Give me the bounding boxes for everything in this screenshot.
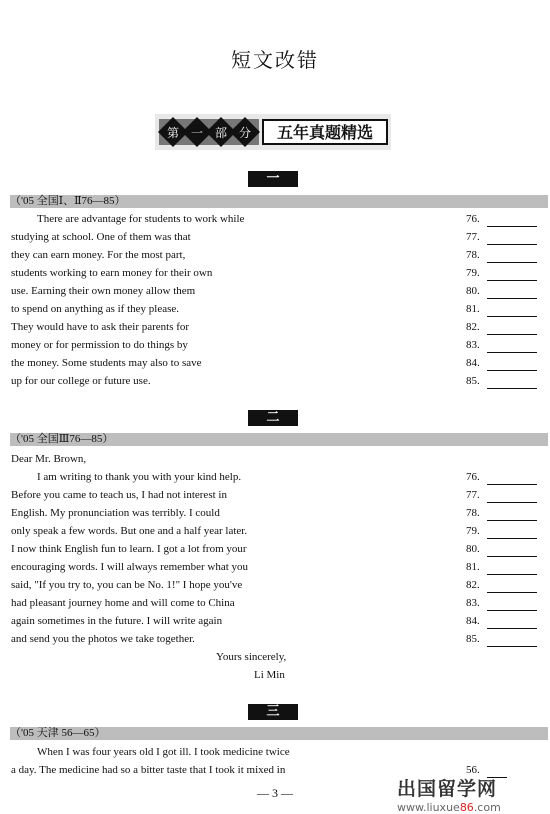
answer-blank[interactable] <box>487 376 537 389</box>
banner-diamond-2: 一 <box>190 126 204 140</box>
answer-number: 78. <box>466 507 480 519</box>
answer-number: 56. <box>466 764 480 776</box>
section-badge: 二 <box>248 410 298 426</box>
answer-number: 79. <box>466 267 480 279</box>
watermark-url-suffix: .com <box>473 801 501 814</box>
text-line: to spend on anything as if they please. <box>11 303 180 315</box>
text-line: studying at school. One of them was that <box>11 231 191 243</box>
site-watermark <box>397 774 550 812</box>
text-line: said, "If you try to, you can be No. 1!" I hope you've <box>11 579 243 591</box>
answer-number: 79. <box>466 525 480 537</box>
section-badge: 一 <box>248 171 298 187</box>
text-line: up for our college or future use. <box>11 375 151 387</box>
answer-blank[interactable] <box>487 544 537 557</box>
answer-blank[interactable] <box>487 232 537 245</box>
banner-diamond-3: 部 <box>214 126 228 140</box>
answer-blank[interactable] <box>487 340 537 353</box>
text-line: they can earn money. For the most part, <box>11 249 186 261</box>
text-line: the money. Some students may also to save <box>11 357 202 369</box>
section-header: （'05 全国Ⅲ76—85） <box>10 433 548 446</box>
part-banner-graphic <box>155 114 391 150</box>
section-badge: 三 <box>248 704 298 720</box>
answer-number: 83. <box>466 339 480 351</box>
text-line: I am writing to thank you with your kind help. <box>37 471 242 483</box>
text-line: use. Earning their own money allow them <box>11 285 196 297</box>
text-line: money or for permission to do things by <box>11 339 188 351</box>
answer-number: 84. <box>466 357 480 369</box>
text-line: had pleasant journey home and will come to China <box>11 597 235 609</box>
answer-number: 78. <box>466 249 480 261</box>
answer-blank[interactable] <box>487 526 537 539</box>
text-line: a day. The medicine had so a bitter taste that I took it mixed in <box>11 764 286 776</box>
answer-blank[interactable] <box>487 358 537 371</box>
watermark-url-prefix: www.liuxue <box>397 801 460 814</box>
watermark-title: 出国留学网 <box>397 778 498 800</box>
answer-blank[interactable] <box>487 508 537 521</box>
answer-number: 80. <box>466 543 480 555</box>
letter-signature: Li Min <box>254 669 285 681</box>
answer-number: 84. <box>466 615 480 627</box>
answer-blank[interactable] <box>487 322 537 335</box>
answer-number: 81. <box>466 561 480 573</box>
page-number: — 3 — <box>257 786 293 800</box>
page-title: 短文改错 <box>231 48 319 72</box>
answer-blank[interactable] <box>487 286 537 299</box>
answer-blank[interactable] <box>487 616 537 629</box>
section-header: （'05 天津 56—65） <box>10 727 548 740</box>
answer-number: 77. <box>466 489 480 501</box>
answer-blank[interactable] <box>487 490 537 503</box>
text-line: There are advantage for students to work while <box>37 213 245 225</box>
banner-text: 五年真题精选 <box>276 123 374 142</box>
answer-blank[interactable] <box>487 562 537 575</box>
part-banner <box>155 114 391 150</box>
answer-number: 82. <box>466 321 480 333</box>
text-line: again sometimes in the future. I will write again <box>11 615 223 627</box>
text-line: students working to earn money for their own <box>11 267 213 279</box>
answer-blank[interactable] <box>487 214 537 227</box>
text-line: and send you the photos we take together. <box>11 633 195 645</box>
answer-number: 76. <box>466 471 480 483</box>
answer-blank[interactable] <box>487 580 537 593</box>
section-header: （'05 全国Ⅰ、Ⅱ76—85） <box>10 195 548 208</box>
answer-number: 82. <box>466 579 480 591</box>
answer-number: 77. <box>466 231 480 243</box>
banner-diamond-4: 分 <box>238 126 252 140</box>
text-line: encouraging words. I will always remember what you <box>11 561 249 573</box>
answer-number: 76. <box>466 213 480 225</box>
text-line: only speak a few words. But one and a half year later. <box>11 525 248 537</box>
letter-closing: Yours sincerely, <box>216 651 287 663</box>
text-line: When I was four years old I got ill. I took medicine twice <box>37 746 290 758</box>
answer-blank[interactable] <box>487 304 537 317</box>
answer-blank[interactable] <box>487 250 537 263</box>
answer-number: 83. <box>466 597 480 609</box>
letter-greeting: Dear Mr. Brown, <box>11 453 87 465</box>
answer-blank[interactable] <box>487 472 537 485</box>
answer-number: 80. <box>466 285 480 297</box>
text-line: Before you came to teach us, I had not interest in <box>11 489 227 501</box>
answer-number: 85. <box>466 633 480 645</box>
text-line: They would have to ask their parents for <box>11 321 190 333</box>
banner-diamond-1: 第 <box>166 126 180 140</box>
text-line: I now think English fun to learn. I got a lot from your <box>11 543 247 555</box>
answer-number: 85. <box>466 375 480 387</box>
text-line: English. My pronunciation was terribly. I could <box>11 507 220 519</box>
answer-blank[interactable] <box>487 634 537 647</box>
answer-blank[interactable] <box>487 598 537 611</box>
answer-blank[interactable] <box>487 268 537 281</box>
watermark-url <box>397 801 550 814</box>
watermark-url-accent: 86 <box>459 801 474 814</box>
answer-number: 81. <box>466 303 480 315</box>
